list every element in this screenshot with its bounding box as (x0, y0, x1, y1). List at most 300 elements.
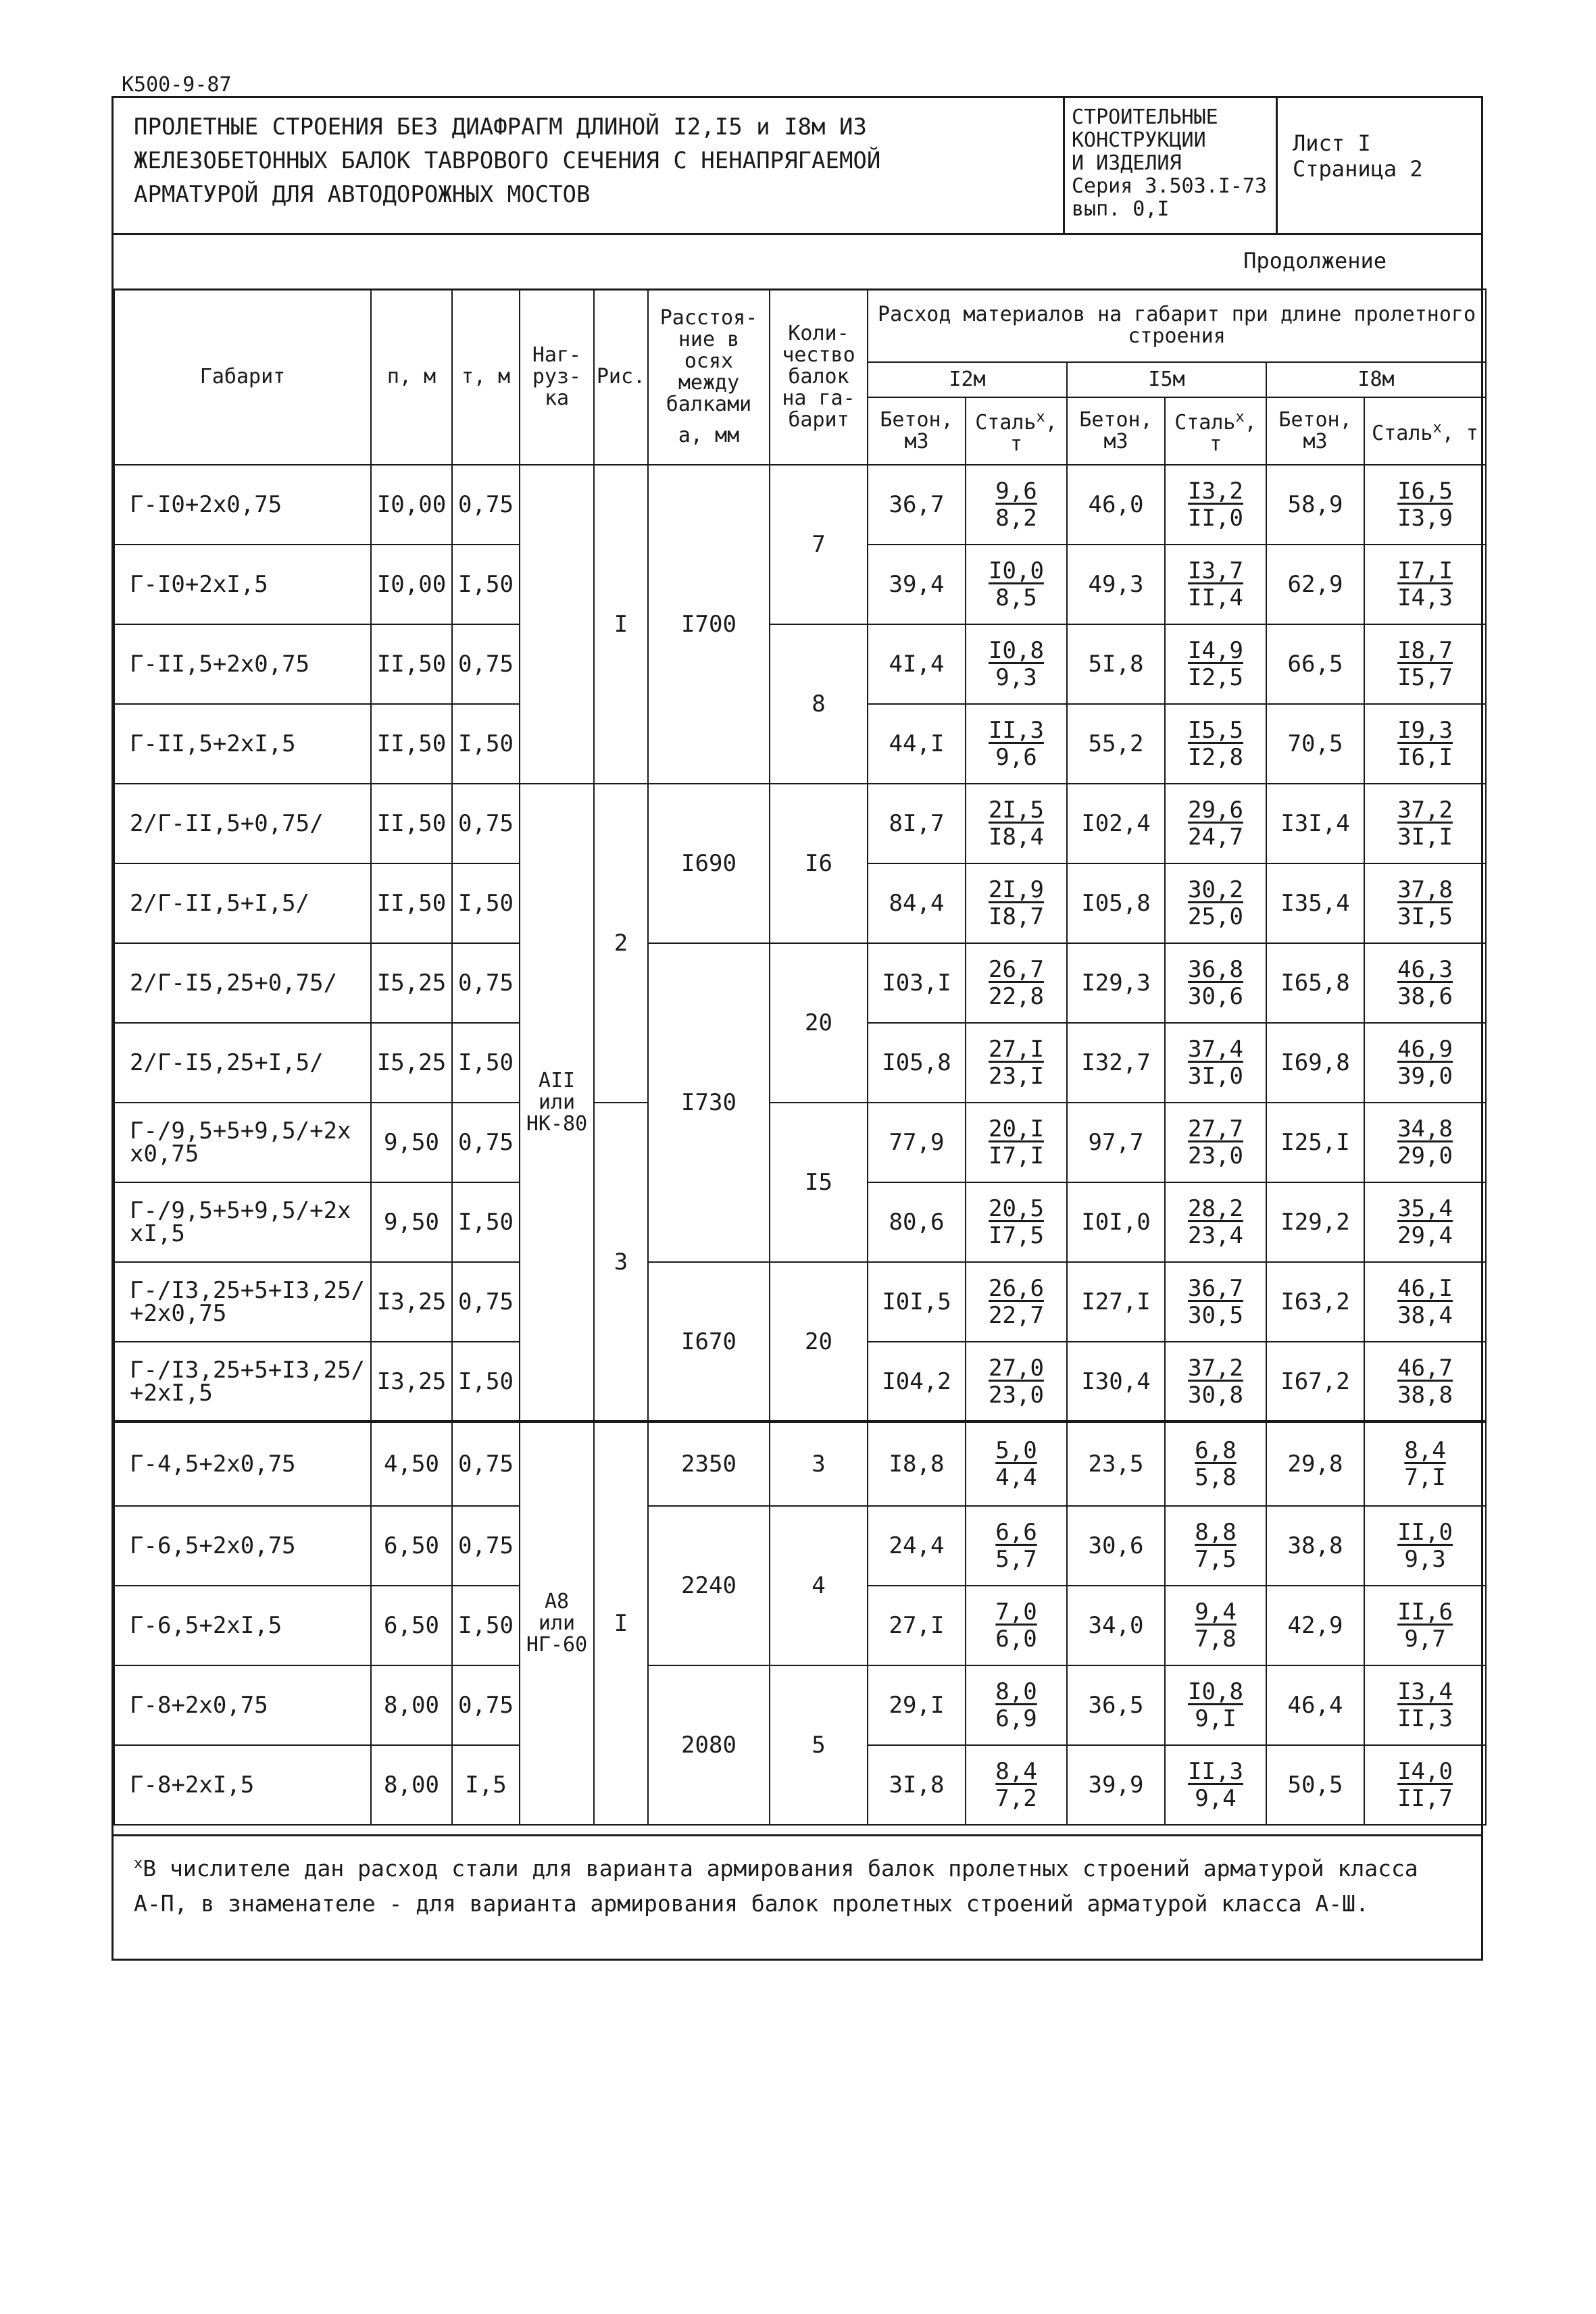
steel-a2-value: I6,5 (1397, 478, 1453, 505)
header-t: т, м (452, 289, 520, 465)
steel-a3-value: II,0 (1188, 505, 1243, 532)
concrete-18-cell: I67,2 (1266, 1342, 1364, 1422)
t-cell: I,50 (452, 1023, 520, 1103)
steel-fraction (995, 1519, 1037, 1573)
steel-a2-value: 7,0 (995, 1599, 1037, 1626)
steel-15-cell (1165, 1422, 1266, 1506)
concrete-12-cell: I8,8 (868, 1422, 966, 1506)
concrete-15-cell: I29,3 (1067, 943, 1165, 1023)
concrete-15-cell: I02,4 (1067, 784, 1165, 863)
gabarit-cell: Г-8+2хI,5 (114, 1745, 371, 1825)
steel-a2-value: I3,4 (1397, 1678, 1453, 1705)
concrete-12-cell: 80,6 (868, 1182, 966, 1262)
figure-cell: I (594, 1422, 648, 1825)
steel-a2-value: 9,4 (1195, 1599, 1237, 1626)
steel-a2-value: 27,7 (1188, 1115, 1243, 1142)
concrete-18-cell: I3I,4 (1266, 784, 1364, 863)
concrete-18-cell: I69,8 (1266, 1023, 1364, 1103)
steel-fraction (1397, 876, 1453, 930)
gabarit-cell: Г-6,5+2х0,75 (114, 1506, 371, 1586)
steel-fraction (1397, 1275, 1453, 1329)
figure-cell: 3 (594, 1103, 648, 1422)
steel-fraction (1188, 478, 1243, 532)
concrete-15-cell: I32,7 (1067, 1023, 1165, 1103)
steel-a3-value: 3I,5 (1397, 903, 1453, 930)
steel-a2-value: 20,I (989, 1115, 1044, 1142)
steel-fraction (1397, 1758, 1453, 1812)
concrete-18-cell: I35,4 (1266, 863, 1364, 943)
steel-15-cell (1165, 545, 1266, 624)
steel-18-cell (1364, 1103, 1486, 1182)
steel-15-cell (1165, 1342, 1266, 1422)
steel-unit: , т (1009, 411, 1057, 456)
concrete-18-cell: 50,5 (1266, 1745, 1364, 1825)
steel-a3-value: I5,7 (1397, 664, 1453, 691)
steel-a2-value: 28,2 (1188, 1195, 1243, 1222)
steel-a3-value: 30,6 (1188, 983, 1243, 1010)
beam-count-cell: 5 (770, 1665, 868, 1825)
steel-fraction (1188, 797, 1243, 851)
gabarit-cell: 2/Г-I5,25+I,5/ (114, 1023, 371, 1103)
beam-count-cell: I5 (770, 1103, 868, 1262)
spacing-cell: 2350 (648, 1422, 770, 1506)
steel-a2-value: 27,I (989, 1036, 1044, 1063)
concrete-15-cell: 49,3 (1067, 545, 1165, 624)
concrete-18-cell: 62,9 (1266, 545, 1364, 624)
steel-a3-value: 3I,I (1397, 824, 1453, 851)
figure-cell: I (594, 465, 648, 784)
header-steel (966, 397, 1067, 465)
concrete-15-cell: I30,4 (1067, 1342, 1165, 1422)
steel-a3-value: 22,7 (989, 1302, 1044, 1329)
steel-a3-value: 38,8 (1397, 1381, 1453, 1409)
steel-15-cell (1165, 1023, 1266, 1103)
spacing-cell: I700 (648, 465, 770, 784)
t-cell: I,50 (452, 704, 520, 784)
t-cell: 0,75 (452, 943, 520, 1023)
steel-a2-value: II,3 (1188, 1758, 1243, 1785)
steel-12-cell (966, 1586, 1067, 1665)
steel-a3-value: 23,0 (1188, 1142, 1243, 1169)
steel-a2-value: 35,4 (1397, 1195, 1453, 1222)
steel-a3-value: I2,8 (1188, 744, 1243, 771)
header-consumption: Расход материалов на габарит при длине пролетного строения (868, 289, 1486, 362)
steel-15-cell (1165, 1506, 1266, 1586)
table-row (114, 784, 1486, 863)
steel-fraction (1195, 1437, 1236, 1491)
steel-a2-value: 8,4 (995, 1758, 1037, 1785)
steel-15-cell (1165, 943, 1266, 1023)
load-cell (520, 465, 594, 784)
steel-18-cell (1364, 784, 1486, 863)
steel-a3-value: 8,2 (995, 505, 1037, 532)
steel-12-cell (966, 1745, 1067, 1825)
page-number: Страница 2 (1293, 156, 1423, 182)
header-spacing (648, 289, 770, 465)
steel-a2-value: 8,0 (995, 1678, 1037, 1705)
steel-fraction (1397, 1355, 1453, 1409)
header-concrete: Бетон, м3 (1266, 397, 1364, 465)
steel-a3-value: I7,I (989, 1142, 1044, 1169)
sheet-frame (111, 96, 1483, 1961)
steel-a2-value: 5,0 (995, 1437, 1037, 1464)
steel-a3-value: II,7 (1397, 1785, 1453, 1812)
concrete-15-cell: 30,6 (1067, 1506, 1165, 1586)
steel-18-cell (1364, 545, 1486, 624)
steel-a3-value: 9,3 (1404, 1546, 1446, 1573)
concrete-15-cell: 39,9 (1067, 1745, 1165, 1825)
steel-a3-value: 7,8 (1195, 1626, 1237, 1653)
steel-12-cell (966, 1422, 1067, 1506)
header-span-15: I5м (1067, 362, 1266, 397)
steel-12-cell (966, 465, 1067, 545)
steel-a2-value: 30,2 (1188, 876, 1243, 903)
p-cell: 8,00 (371, 1745, 452, 1825)
steel-a3-value: 9,3 (995, 664, 1037, 691)
steel-12-cell (966, 545, 1067, 624)
steel-a2-value: I8,7 (1397, 637, 1453, 664)
steel-fraction (1397, 1678, 1453, 1732)
steel-18-cell (1364, 1506, 1486, 1586)
steel-fraction (1397, 1036, 1453, 1090)
t-cell: I,50 (452, 1586, 520, 1665)
t-cell: 0,75 (452, 1103, 520, 1182)
spacing-cell: I670 (648, 1262, 770, 1422)
gabarit-cell: Г-4,5+2х0,75 (114, 1422, 371, 1506)
steel-fraction (1397, 478, 1453, 532)
header-count: Коли- чество балок на га- барит (770, 289, 868, 465)
p-cell: II,50 (371, 863, 452, 943)
concrete-15-cell: 46,0 (1067, 465, 1165, 545)
steel-18-cell (1364, 1665, 1486, 1745)
steel-footnote-mark: х (1235, 409, 1245, 426)
spacing-label: Расстоя- ние в осях между балками (659, 306, 758, 416)
steel-a3-value: II,4 (1188, 584, 1243, 611)
steel-fraction (989, 557, 1044, 611)
steel-12-cell (966, 943, 1067, 1023)
steel-fraction (989, 717, 1044, 771)
t-cell: 0,75 (452, 1422, 520, 1506)
steel-18-cell (1364, 1262, 1486, 1342)
gabarit-cell: Г-I0+2хI,5 (114, 545, 371, 624)
steel-18-cell (1364, 1342, 1486, 1422)
concrete-18-cell: 66,5 (1266, 624, 1364, 704)
steel-18-cell (1364, 624, 1486, 704)
steel-a3-value: 9,I (1195, 1705, 1237, 1732)
t-cell: 0,75 (452, 1506, 520, 1586)
concrete-18-cell: 38,8 (1266, 1506, 1364, 1586)
t-cell: 0,75 (452, 1665, 520, 1745)
gabarit-cell: Г-II,5+2х0,75 (114, 624, 371, 704)
steel-fraction (989, 1036, 1044, 1090)
concrete-18-cell: 58,9 (1266, 465, 1364, 545)
steel-15-cell (1165, 784, 1266, 863)
p-cell: I0,00 (371, 545, 452, 624)
steel-fraction (1188, 1275, 1243, 1329)
steel-fraction (989, 637, 1044, 691)
concrete-12-cell: I03,I (868, 943, 966, 1023)
steel-12-cell (966, 1182, 1067, 1262)
concrete-18-cell: I65,8 (1266, 943, 1364, 1023)
steel-a3-value: 24,7 (1188, 824, 1243, 851)
steel-fraction (1397, 717, 1453, 771)
steel-a2-value: I0,8 (989, 637, 1044, 664)
steel-footnote-mark: х (1432, 420, 1442, 436)
steel-fraction (1397, 1519, 1453, 1573)
beam-count-cell: 20 (770, 1262, 868, 1422)
sheet-info (1293, 130, 1423, 182)
sheet-number: Лист I (1293, 130, 1371, 156)
table-row (114, 1506, 1486, 1586)
concrete-18-cell: I63,2 (1266, 1262, 1364, 1342)
steel-a3-value: 7,I (1404, 1464, 1446, 1491)
steel-fraction (995, 1437, 1037, 1491)
gabarit-cell: 2/Г-II,5+0,75/ (114, 784, 371, 863)
steel-18-cell (1364, 1182, 1486, 1262)
steel-a3-value: II,3 (1397, 1705, 1453, 1732)
steel-fraction (1195, 1519, 1236, 1573)
steel-15-cell (1165, 1745, 1266, 1825)
steel-a2-value: 37,2 (1188, 1354, 1243, 1382)
steel-label: Сталь (1174, 411, 1236, 434)
steel-18-cell (1364, 1745, 1486, 1825)
concrete-12-cell: 8I,7 (868, 784, 966, 863)
materials-table (114, 288, 1487, 1826)
steel-a2-value: 9,6 (995, 478, 1037, 505)
steel-a3-value: 5,8 (1195, 1464, 1237, 1491)
steel-a2-value: I5,5 (1188, 717, 1243, 744)
p-cell: I0,00 (371, 465, 452, 545)
gabarit-cell: 2/Г-II,5+I,5/ (114, 863, 371, 943)
steel-a3-value: I7,5 (989, 1222, 1044, 1249)
spacing-cell: I730 (648, 943, 770, 1262)
steel-a3-value: 5,7 (995, 1546, 1037, 1573)
gabarit-cell: Г-/9,5+5+9,5/+2х х0,75 (114, 1103, 371, 1182)
concrete-12-cell: I04,2 (868, 1342, 966, 1422)
series-line: СТРОИТЕЛЬНЫЕ (1072, 105, 1218, 129)
steel-fraction (1188, 956, 1243, 1010)
steel-a2-value: 46,7 (1397, 1354, 1453, 1382)
steel-fraction (1397, 637, 1453, 691)
concrete-15-cell: 36,5 (1067, 1665, 1165, 1745)
concrete-18-cell: I25,I (1266, 1103, 1364, 1182)
steel-fraction (989, 1195, 1044, 1249)
steel-a3-value: 7,2 (995, 1785, 1037, 1812)
steel-a2-value: 37,4 (1188, 1036, 1243, 1063)
spacing-cell: 2080 (648, 1665, 770, 1825)
gabarit-cell: Г-I0+2х0,75 (114, 465, 371, 545)
concrete-12-cell: 27,I (868, 1586, 966, 1665)
title-divider (1276, 98, 1278, 233)
steel-fraction (995, 1758, 1037, 1812)
steel-a2-value: 8,8 (1195, 1519, 1237, 1546)
gabarit-cell: 2/Г-I5,25+0,75/ (114, 943, 371, 1023)
p-cell: II,50 (371, 624, 452, 704)
table-row (114, 1665, 1486, 1745)
steel-a3-value: 38,4 (1397, 1302, 1453, 1329)
steel-fraction (989, 1275, 1044, 1329)
load-cell: А8 или НГ-60 (520, 1422, 594, 1825)
concrete-18-cell: 70,5 (1266, 704, 1364, 784)
steel-a2-value: 29,6 (1188, 797, 1243, 824)
steel-a2-value: II,6 (1397, 1599, 1453, 1626)
table-row (114, 1103, 1486, 1182)
steel-a3-value: 7,5 (1195, 1546, 1237, 1573)
steel-a3-value: I6,I (1397, 744, 1453, 771)
steel-15-cell (1165, 624, 1266, 704)
header-p: п, м (371, 289, 452, 465)
steel-a3-value: 29,0 (1397, 1142, 1453, 1169)
concrete-12-cell: 3I,8 (868, 1745, 966, 1825)
concrete-12-cell: 24,4 (868, 1506, 966, 1586)
concrete-12-cell: 29,I (868, 1665, 966, 1745)
p-cell: I5,25 (371, 1023, 452, 1103)
steel-12-cell (966, 704, 1067, 784)
steel-15-cell (1165, 1665, 1266, 1745)
steel-a3-value: 8,5 (995, 584, 1037, 611)
t-cell: 0,75 (452, 624, 520, 704)
figure-cell: 2 (594, 784, 648, 1103)
steel-a2-value: I0,0 (989, 557, 1044, 584)
steel-15-cell (1165, 1262, 1266, 1342)
beam-count-cell: 3 (770, 1422, 868, 1506)
p-cell: I3,25 (371, 1262, 452, 1342)
steel-a2-value: 27,0 (989, 1354, 1044, 1382)
steel-fraction (1188, 637, 1243, 691)
beam-count-cell: 4 (770, 1506, 868, 1665)
steel-a2-value: 8,4 (1404, 1437, 1446, 1464)
beam-count-cell: 8 (770, 624, 868, 784)
steel-fraction (1188, 557, 1243, 611)
steel-12-cell (966, 1665, 1067, 1745)
t-cell: I,50 (452, 1342, 520, 1422)
steel-a3-value: 30,5 (1188, 1302, 1243, 1329)
steel-a2-value: 34,8 (1397, 1115, 1453, 1142)
steel-15-cell (1165, 465, 1266, 545)
concrete-18-cell: 46,4 (1266, 1665, 1364, 1745)
steel-fraction (1397, 1115, 1453, 1169)
concrete-18-cell: 42,9 (1266, 1586, 1364, 1665)
steel-fraction (995, 1678, 1037, 1732)
steel-fraction (1397, 797, 1453, 851)
gabarit-cell: Г-/9,5+5+9,5/+2х хI,5 (114, 1182, 371, 1262)
gabarit-cell: Г-/I3,25+5+I3,25/ +2х0,75 (114, 1262, 371, 1342)
document-title (134, 110, 1147, 211)
continuation-row (114, 233, 1481, 291)
title-block (114, 98, 1481, 235)
gabarit-cell: Г-6,5+2хI,5 (114, 1586, 371, 1665)
steel-a2-value: 26,6 (989, 1275, 1044, 1302)
steel-label: Сталь (975, 411, 1037, 434)
document-code: К500-9-87 (122, 73, 232, 97)
steel-a2-value: 46,9 (1397, 1036, 1453, 1063)
concrete-18-cell: I29,2 (1266, 1182, 1364, 1262)
concrete-12-cell: 44,I (868, 704, 966, 784)
steel-a2-value: 2I,5 (989, 797, 1044, 824)
p-cell: II,50 (371, 784, 452, 863)
steel-a2-value: 36,7 (1188, 1275, 1243, 1302)
p-cell: 9,50 (371, 1182, 452, 1262)
t-cell: 0,75 (452, 1262, 520, 1342)
steel-a3-value: 23,0 (989, 1381, 1044, 1409)
steel-label: Сталь (1372, 422, 1433, 445)
steel-a3-value: 9,4 (1195, 1785, 1237, 1812)
steel-a3-value: 23,4 (1188, 1222, 1243, 1249)
t-cell: I,50 (452, 1182, 520, 1262)
header-concrete: Бетон, м3 (1067, 397, 1165, 465)
steel-a3-value: I8,7 (989, 903, 1044, 930)
load-cell: АII или НК-80 (520, 784, 594, 1422)
steel-fraction (1188, 1195, 1243, 1249)
steel-fraction (995, 1599, 1037, 1653)
steel-12-cell (966, 863, 1067, 943)
steel-a3-value: 25,0 (1188, 903, 1243, 930)
steel-fraction (989, 956, 1044, 1010)
footnote-divider (114, 1834, 1481, 1836)
steel-fraction (1404, 1437, 1445, 1491)
footnote-text: В числителе дан расход стали для варианта армирования балок пролетных строений арматурой класса А-П, в знаменателе - для варианта армирования балок пролетных строений арматурой класса А-Ш. (134, 1855, 1418, 1917)
steel-18-cell (1364, 1422, 1486, 1506)
beam-count-cell: I6 (770, 784, 868, 943)
concrete-12-cell: I0I,5 (868, 1262, 966, 1342)
gabarit-cell: Г-II,5+2хI,5 (114, 704, 371, 784)
steel-a2-value: 26,7 (989, 956, 1044, 983)
steel-a2-value: I4,0 (1397, 1758, 1453, 1785)
p-cell: I5,25 (371, 943, 452, 1023)
footnote (134, 1846, 1458, 1921)
steel-a3-value: 23,I (989, 1063, 1044, 1090)
steel-18-cell (1364, 1023, 1486, 1103)
steel-a2-value: 36,8 (1188, 956, 1243, 983)
header-span-12: I2м (868, 362, 1067, 397)
steel-18-cell (1364, 863, 1486, 943)
steel-a2-value: II,3 (989, 717, 1044, 744)
p-cell: 4,50 (371, 1422, 452, 1506)
concrete-15-cell: I05,8 (1067, 863, 1165, 943)
steel-a3-value: I4,3 (1397, 584, 1453, 611)
spacing-cell: 2240 (648, 1506, 770, 1665)
steel-a3-value: 4,4 (995, 1464, 1037, 1491)
p-cell: 8,00 (371, 1665, 452, 1745)
steel-fraction (1188, 1115, 1243, 1169)
concrete-15-cell: I27,I (1067, 1262, 1165, 1342)
series-line: И ИЗДЕЛИЯ (1072, 151, 1182, 175)
concrete-12-cell: 4I,4 (868, 624, 966, 704)
title-line: ПРОЛЕТНЫЕ СТРОЕНИЯ БЕЗ ДИАФРАГМ ДЛИНОЙ I2,I5 и I8м ИЗ (134, 114, 867, 141)
steel-fraction (1188, 1355, 1243, 1409)
gabarit-cell: Г-/I3,25+5+I3,25/ +2хI,5 (114, 1342, 371, 1422)
steel-a2-value: 2I,9 (989, 876, 1044, 903)
steel-15-cell (1165, 1586, 1266, 1665)
steel-a3-value: 22,8 (989, 983, 1044, 1010)
table-row (114, 624, 1486, 704)
steel-a3-value: 39,0 (1397, 1063, 1453, 1090)
steel-fraction (989, 1115, 1044, 1169)
title-line: ЖЕЛЕЗОБЕТОННЫХ БАЛОК ТАВРОВОГО СЕЧЕНИЯ С НЕНАПРЯГАЕМОЙ (134, 147, 881, 174)
steel-fraction (1195, 1599, 1236, 1653)
concrete-12-cell: 84,4 (868, 863, 966, 943)
header-fig: Рис. (594, 289, 648, 465)
steel-a3-value: I8,4 (989, 824, 1044, 851)
steel-fraction (1188, 1678, 1243, 1732)
steel-a2-value: 6,6 (995, 1519, 1037, 1546)
concrete-15-cell: 23,5 (1067, 1422, 1165, 1506)
steel-fraction (989, 876, 1044, 930)
header-steel (1165, 397, 1266, 465)
steel-a2-value: II,0 (1397, 1519, 1453, 1546)
series-line: Серия 3.503.I-73 (1072, 174, 1267, 198)
steel-18-cell (1364, 1586, 1486, 1665)
